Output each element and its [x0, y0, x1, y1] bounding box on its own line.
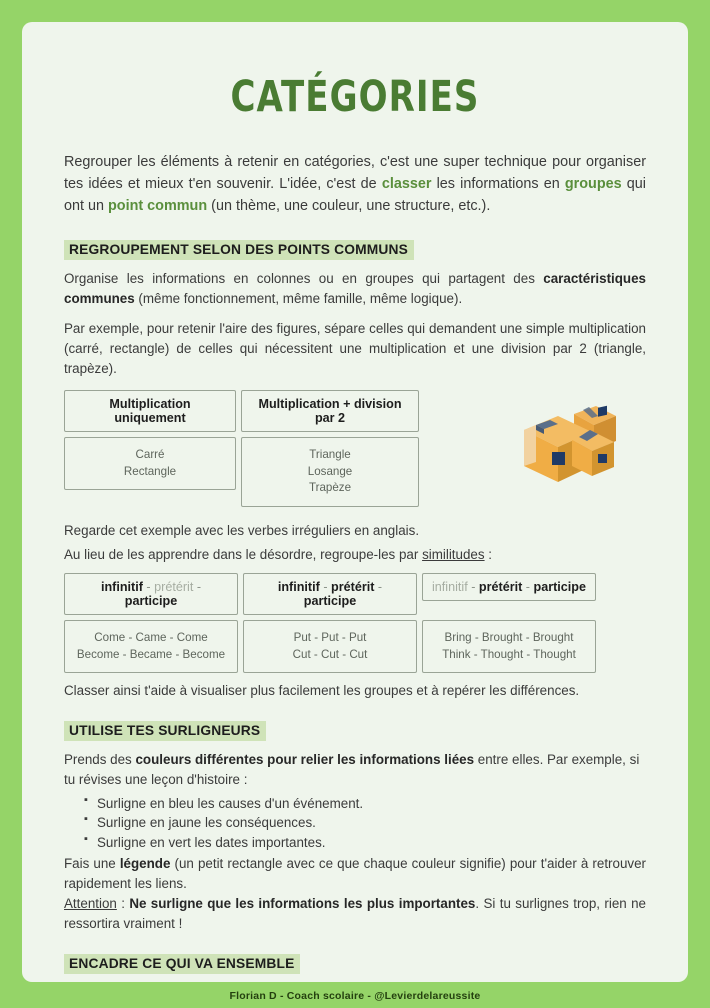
verb-table	[64, 573, 646, 674]
shapes-cell-line: Triangle	[309, 447, 351, 461]
s2-p3-bold: Ne surligne que les informations les plus importantes	[129, 895, 476, 911]
verb-table-header-row	[64, 573, 646, 615]
shapes-body-cell	[64, 437, 236, 491]
list-item: ▪ Surligne en jaune les conséquences.	[84, 813, 646, 832]
verb-h-preterit: prétérit	[478, 579, 523, 594]
intro-text-1: Regrouper les éléments à retenir en catégories, c'est une super technique pour organiser tes idées et mieux t'en souvenir. L'idée, c'est de	[64, 154, 646, 192]
shapes-cell-line: Rectangle	[123, 464, 177, 478]
boxes-stack-icon	[512, 394, 622, 490]
s1-p3-text-a: Au lieu de les apprendre dans le désordre, regroupe-les par	[64, 547, 423, 563]
shapes-table-and-illustration	[64, 390, 646, 507]
intro-text-4: (un thème, une couleur, une structure, etc.).	[207, 197, 491, 214]
verb-line: Cut - Cut - Cut	[292, 647, 368, 661]
section-surligneurs	[64, 721, 646, 933]
section2-paragraph-1	[64, 750, 646, 790]
section1-paragraph-4: Classer ainsi t'aide à visualiser plus facilement les groupes et à repérer les différences.	[64, 683, 580, 699]
verb-line: Become - Became - Become	[76, 647, 226, 661]
s1-p1-text-a: Organise les informations en colonnes ou en groupes qui partagent des	[64, 270, 544, 286]
section1-paragraph-2: Par exemple, pour retenir l'aire des figures, sépare celles qui demandent une simple multiplication (carré, rectangle) de celles qui nécessitent une multiplication et une division par 2 (triangle, trapèze).	[64, 321, 646, 376]
verb-h-preterit: prétérit	[154, 579, 194, 594]
s1-p1-bold: caractéristiques communes	[64, 270, 646, 306]
section1-paragraph-1	[64, 269, 646, 309]
shapes-table-header-row	[64, 390, 419, 432]
verb-h-participe: participe	[124, 593, 178, 608]
verb-line: Come - Came - Come	[94, 630, 208, 644]
intro-text-2: les informations en	[431, 175, 565, 192]
intro-paragraph	[64, 152, 646, 218]
intro-bold-groupes: groupes	[564, 175, 622, 192]
intro-bold-point-commun: point commun	[108, 197, 208, 214]
shapes-cell-line: Trapèze	[308, 481, 352, 495]
s2-p1-text-a: Prends des	[64, 752, 136, 768]
s1-p1-text-b: (même fonctionnement, même famille, même logique).	[134, 290, 463, 306]
section-encadre	[64, 954, 646, 982]
verb-line: Bring - Brought - Brought	[444, 630, 574, 644]
section-heading-surligneurs: UTILISE TES SURLIGNEURS	[64, 721, 266, 741]
verb-body-cell	[243, 620, 417, 674]
s2-p3-underline-attention: Attention	[64, 895, 117, 911]
verb-table-body-row	[64, 620, 646, 674]
s2-p2-bold-legende: légende	[119, 856, 171, 872]
verb-body-cell	[64, 620, 238, 674]
surligneurs-bullet-list	[84, 794, 646, 852]
shapes-header-cell: Multiplication + division par 2	[241, 390, 419, 432]
verb-line: Put - Put - Put	[293, 630, 367, 644]
s1-p3-text-b: :	[484, 547, 493, 563]
list-item: ▪ Surligne en bleu les causes d'un événement.	[84, 794, 646, 813]
verb-h-preterit: prétérit	[331, 579, 375, 594]
s2-p2-text-b: (un petit rectangle avec ce que chaque couleur signifie) pour t'aider à retrouver rapidement les liens.	[64, 856, 646, 892]
intro-text-3: qui ont un	[64, 175, 646, 214]
shapes-table-body-row	[64, 437, 419, 507]
shapes-body-cell	[241, 437, 419, 507]
section2-paragraph-3	[64, 894, 646, 934]
verb-h-infinitif: infinitif	[100, 579, 143, 594]
verb-body-cell	[422, 620, 596, 674]
section-regroupement	[64, 240, 646, 702]
verb-line: Think - Thought - Thought	[442, 647, 576, 661]
shapes-header-cell: Multiplication uniquement	[64, 390, 236, 432]
s2-p3-text-a: :	[116, 895, 130, 911]
s2-p1-bold: couleurs différentes pour relier les informations liées	[135, 752, 475, 768]
s2-p1-text-b: entre elles. Par exemple, si tu révises une leçon d'histoire :	[64, 752, 640, 788]
verb-h-participe: participe	[533, 579, 586, 594]
verb-h-infinitif: infinitif	[432, 579, 468, 594]
page-title: CATÉGORIES	[230, 72, 480, 122]
verb-h-participe: participe	[303, 593, 357, 608]
verb-header-cell: infinitif - prétérit - participe	[64, 573, 238, 615]
s2-p3-text-b: . Si tu surlignes trop, rien ne ressortira vraiment !	[64, 895, 646, 931]
list-item: ▪ Surligne en vert les dates importantes.	[84, 833, 646, 852]
section-heading-encadre: ENCADRE CE QUI VA ENSEMBLE	[64, 954, 300, 974]
section1-paragraph-3-line1: Regarde cet exemple avec les verbes irréguliers en anglais.	[64, 523, 420, 539]
section1-paragraph-3-line2	[64, 545, 646, 565]
s1-p3-underline-similitudes: similitudes	[422, 547, 485, 563]
verb-header-cell: infinitif - prétérit - participe	[243, 573, 417, 615]
section-heading-regroupement: REGROUPEMENT SELON DES POINTS COMMUNS	[64, 240, 414, 260]
section2-paragraph-2	[64, 854, 646, 894]
s2-p2-text-a: Fais une	[64, 856, 120, 872]
document-card	[22, 22, 688, 982]
shapes-cell-line: Carré	[135, 447, 165, 461]
verb-h-infinitif: infinitif	[277, 579, 320, 594]
verb-header-cell: infinitif - prétérit - participe	[422, 573, 596, 601]
intro-bold-classer: classer	[381, 175, 432, 192]
shapes-table	[64, 390, 419, 507]
footer-credit: Florian D - Coach scolaire - @Levierdelareussite	[229, 990, 481, 1002]
shapes-cell-line: Losange	[307, 464, 353, 478]
